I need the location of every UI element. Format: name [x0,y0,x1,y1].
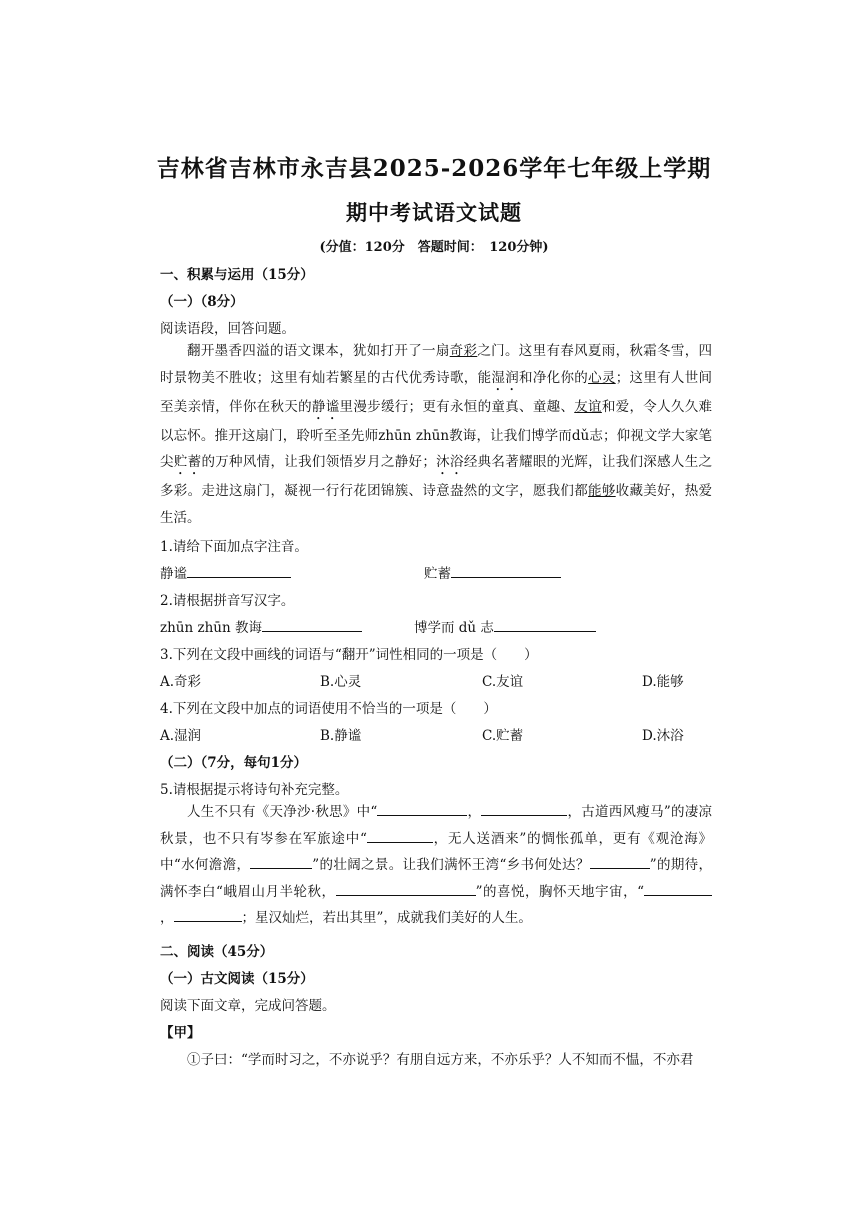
q4-option-b[interactable]: B.静谧 [320,728,362,744]
q5-passage [160,799,712,932]
q5-text: ，古道西风瘦马”的凄凉秋景，也不只有岑参在军旅途中“ [160,804,712,847]
q3-option-b[interactable]: B.心灵 [320,674,362,690]
answer-blank[interactable] [262,617,362,632]
section2-heading: 二、阅读（45分） [160,944,274,960]
answer-blank[interactable] [644,881,712,896]
passage-text: 翻开墨香四溢的语文课本，犹如打开了一扇 [187,343,450,359]
exam-meta: (分值：120分 答题时间： 120分钟) [319,240,549,255]
q1-item-b [424,562,561,582]
q1-item-a-word: 静谧 [160,566,187,582]
passage-text: ；这里有人世间至美亲情，伴你在秋天的 [160,369,713,415]
passage-text: 里漫步缓行；更有永恒的童真、童趣、 [339,398,575,415]
q5-text: ，无人送酒来”的惆怅孤单，更有《观沧海》中“水何澹澹， [160,830,712,874]
q2-item-a-text: zhūn zhūn 教诲 [160,620,262,636]
exam-subtitle: 期中考试语文试题 [346,200,522,225]
answer-blank[interactable] [451,563,561,578]
dotted-word: 湿润 [491,369,520,386]
section2-part1-heading: （一）古文阅读（15分） [160,971,314,987]
q3-prompt: 3.下列在文段中画线的词语与“翻开”词性相同的一项是（ ） [160,647,538,663]
q3-option-c[interactable]: C.友谊 [482,674,524,690]
q5-text: ”的喜悦，胸怀天地宇宙，“ [475,883,645,900]
q5-text: 人生不只有《天净沙·秋思》中“ [187,804,378,820]
passage-text: 的万种风情，让我们领悟岁月之静好； [201,454,436,471]
q5-text: ”的壮阔之景。让我们满怀王湾“乡书何处达？ [312,857,590,874]
classical-text-line: ①子曰：“学而时习之，不亦说乎？有朋自远方来，不亦乐乎？人不知而不愠，不亦君 [187,1052,694,1068]
q2-item-b-text: 博学而 dǔ 志 [414,620,494,636]
text-label-jia: 【甲】 [160,1025,201,1041]
q2-item-a [160,616,362,636]
q4-option-d[interactable]: D.沐浴 [642,728,684,744]
q5-text: ；星汉灿烂，若出其里”，成就我们美好的人生。 [241,910,532,927]
answer-blank[interactable] [250,854,312,869]
reading-passage [160,338,712,531]
q5-text: ， [160,910,174,927]
answer-blank[interactable] [481,801,567,816]
passage-text: 和爱，令人久久难以忘怀。推开这扇门，聆听至圣先师zhūn zhūn教诲，让我们博学而dǔ志；仰视文学大家笔尖 [160,398,713,471]
dotted-word: 沐浴 [435,454,464,471]
q4-prompt: 4.下列在文段中加点的词语使用不恰当的一项是（ ） [160,701,497,717]
answer-blank[interactable] [367,828,433,843]
q5-prompt: 5.请根据提示将诗句补充完整。 [160,782,349,798]
answer-blank[interactable] [494,617,596,632]
underlined-word: 心灵 [588,369,616,386]
dotted-word: 静谧 [311,398,340,415]
q5-text: ”的期待，满怀李白“峨眉山月半轮秋， [160,857,712,900]
answer-blank[interactable] [336,881,476,896]
answer-blank[interactable] [174,907,242,922]
passage-text: 和净化你的 [519,369,589,386]
passage-text: 之门。这里有春风夏雨，秋霜冬雪，四时景物美不胜收；这里有灿若繁星的古代优秀诗歌，能 [160,343,713,386]
section2-instruction: 阅读下面文章，完成问答题。 [160,998,336,1014]
part1-heading: （一）（8分） [160,294,244,310]
part2-heading: （二）（7分，每句1分） [160,755,308,771]
q4-option-c[interactable]: C.贮蓄 [482,728,524,744]
answer-blank[interactable] [590,854,650,869]
exam-title: 吉林省吉林市永吉县2025-2026学年七年级上学期 [156,155,712,182]
dotted-word: 贮蓄 [173,454,202,471]
q1-item-a [160,562,291,582]
q2-item-b [414,616,596,636]
underlined-word: 能够 [588,483,616,500]
answer-blank[interactable] [377,801,467,816]
underlined-word: 友谊 [574,398,602,415]
q2-prompt: 2.请根据拼音写汉字。 [160,593,295,609]
passage-text: 经典名著耀眼的光辉，让我们深感人生之多彩。走进这扇门，凝视一行行花团锦簇、诗意盎然的文字，愿我们都 [160,454,713,500]
passage-text: 收藏美好，热爱生活。 [160,483,713,526]
answer-blank[interactable] [187,563,291,578]
section1-heading: 一、积累与运用（15分） [160,267,314,283]
q4-option-a[interactable]: A.湿润 [160,728,202,744]
underlined-word: 奇彩 [449,343,478,359]
q5-text: ， [467,804,482,820]
q1-item-b-word: 贮蓄 [424,566,451,582]
q3-option-d[interactable]: D.能够 [642,674,684,690]
q1-prompt: 1.请给下面加点字注音。 [160,539,308,555]
part1-instruction: 阅读语段，回答问题。 [160,321,295,337]
q3-option-a[interactable]: A.奇彩 [160,674,202,690]
